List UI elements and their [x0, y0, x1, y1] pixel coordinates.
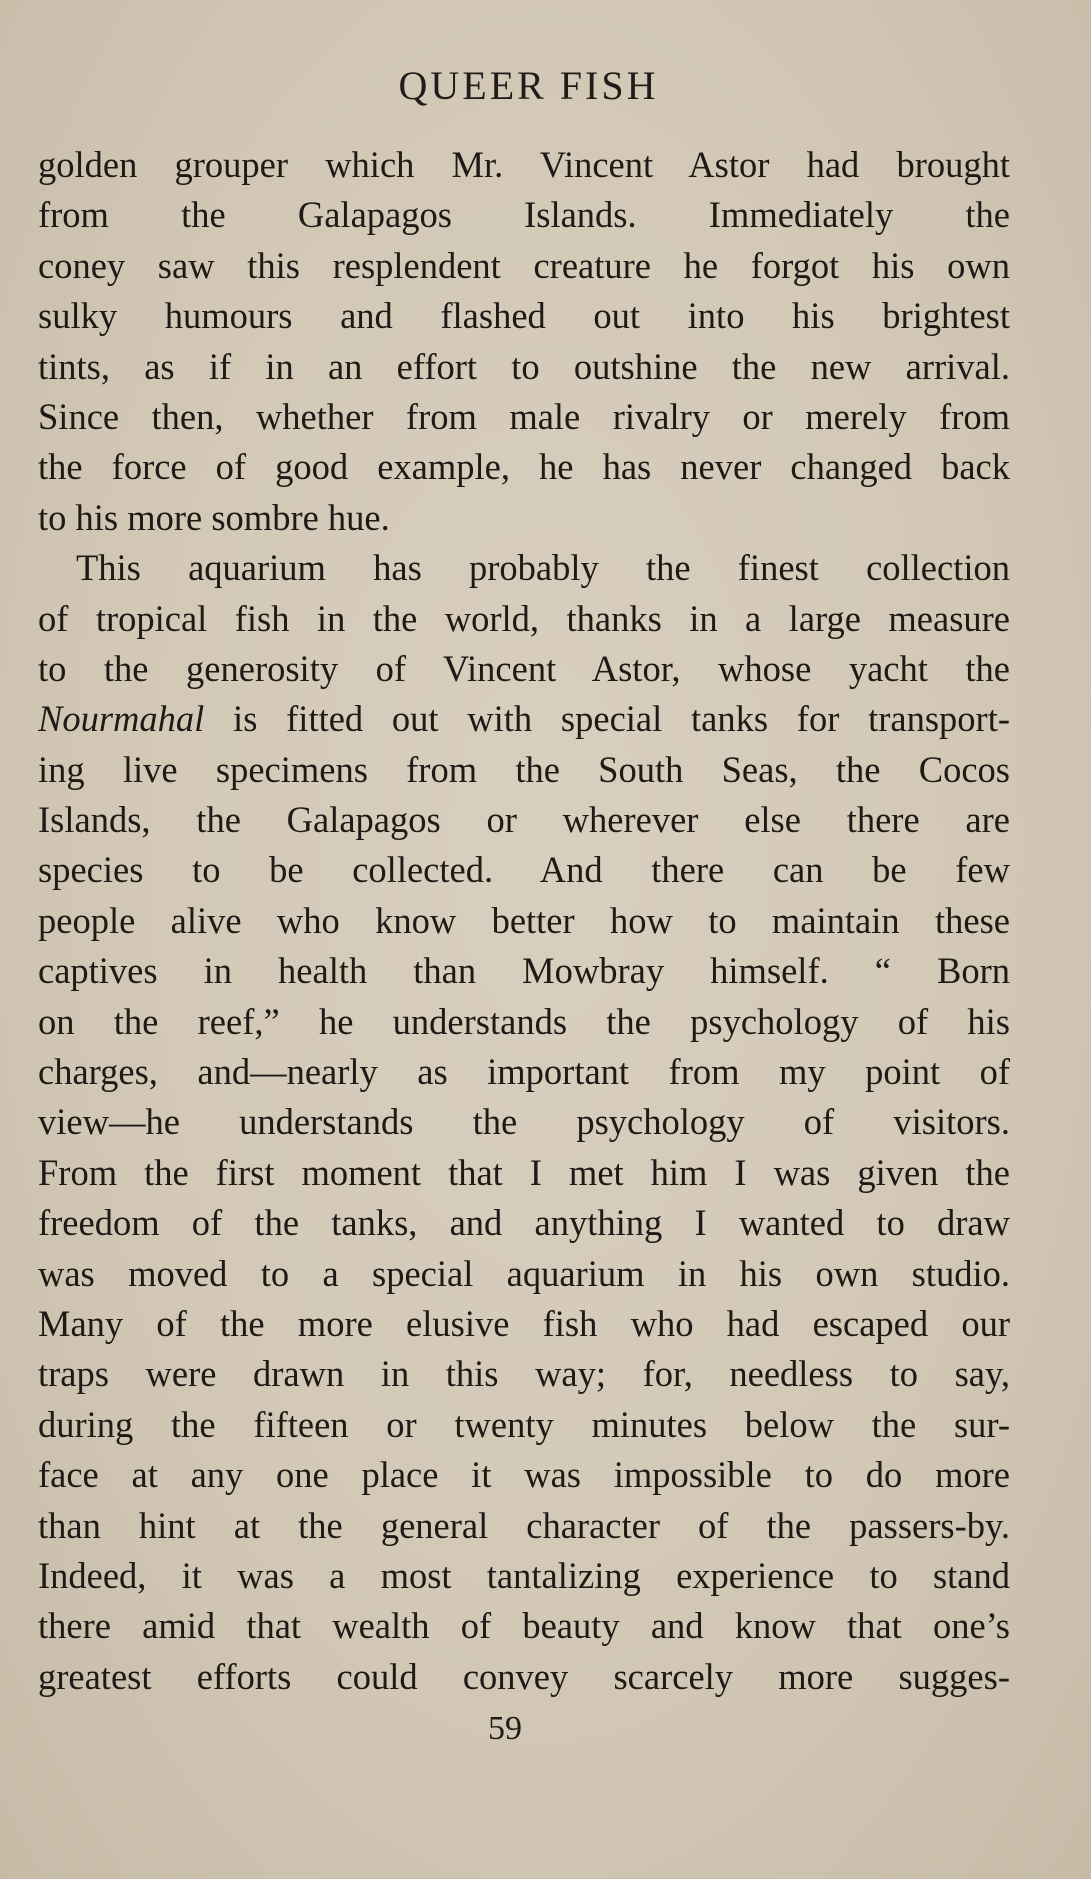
- text-line-20: view—he understands the psychology of visitors.: [38, 1101, 1010, 1143]
- body-text: [38, 140, 1010, 1702]
- text-line-30: there amid that wealth of beauty and know that one’s: [38, 1605, 1010, 1647]
- text-line-25: traps were drawn in this way; for, needless to say,: [38, 1353, 1010, 1395]
- text-line-17: captives in health than Mowbray himself. “ Born: [38, 950, 1010, 992]
- text-line-18: on the reef,” he understands the psychology of his: [38, 1000, 1010, 1042]
- text-line-26: during the fifteen or twenty minutes below the sur-: [38, 1403, 1010, 1445]
- text-line-13: ing live specimens from the South Seas, the Cocos: [38, 748, 1010, 790]
- text-line-21: From the first moment that I met him I was given the: [38, 1151, 1010, 1193]
- text-line-4: sulky humours and flashed out into his brightest: [38, 295, 1010, 337]
- text-line-15: species to be collected. And there can be few: [38, 849, 1010, 891]
- text-line-3: coney saw this resplendent creature he forgot his own: [38, 244, 1010, 286]
- text-line-12: [38, 694, 1010, 744]
- yacht-name: Nourmahal: [38, 698, 205, 740]
- text-line-7: the force of good example, he has never changed back: [38, 446, 1010, 488]
- text-line-12-rest: is fitted out with special tanks for transport-: [204, 698, 1010, 740]
- text-line-9: This aquarium has probably the finest collection: [76, 547, 1010, 589]
- text-line-29: Indeed, it was a most tantalizing experience to stand: [38, 1554, 1010, 1596]
- text-line-31: greatest efforts could convey scarcely more sugges-: [38, 1655, 1010, 1697]
- text-line-27: face at any one place it was impossible to do more: [38, 1454, 1010, 1496]
- text-line-28: than hint at the general character of the passers-by.: [38, 1504, 1010, 1546]
- text-line-1: golden grouper which Mr. Vincent Astor had brought: [38, 144, 1010, 185]
- text-line-5: tints, as if in an effort to outshine the new arrival.: [38, 345, 1010, 387]
- text-line-24: Many of the more elusive fish who had escaped our: [38, 1302, 1010, 1344]
- text-line-14: Islands, the Galapagos or wherever else there are: [38, 799, 1010, 841]
- text-line-23: was moved to a special aquarium in his own studio.: [38, 1252, 1010, 1294]
- text-line-19: charges, and—nearly as important from my point of: [38, 1051, 1010, 1093]
- running-head: QUEER FISH: [398, 63, 659, 108]
- text-line-22: freedom of the tanks, and anything I wanted to draw: [38, 1202, 1010, 1244]
- text-line-11: to the generosity of Vincent Astor, whose yacht the: [38, 647, 1010, 689]
- text-line-10: of tropical fish in the world, thanks in a large measure: [38, 597, 1010, 639]
- text-line-6: Since then, whether from male rivalry or merely from: [38, 395, 1010, 437]
- page-number: 59: [488, 1710, 522, 1747]
- text-line-2: from the Galapagos Islands. Immediately the: [38, 194, 1010, 236]
- text-line-8: to his more sombre hue.: [38, 496, 390, 538]
- text-line-16: people alive who know better how to maintain these: [38, 899, 1010, 941]
